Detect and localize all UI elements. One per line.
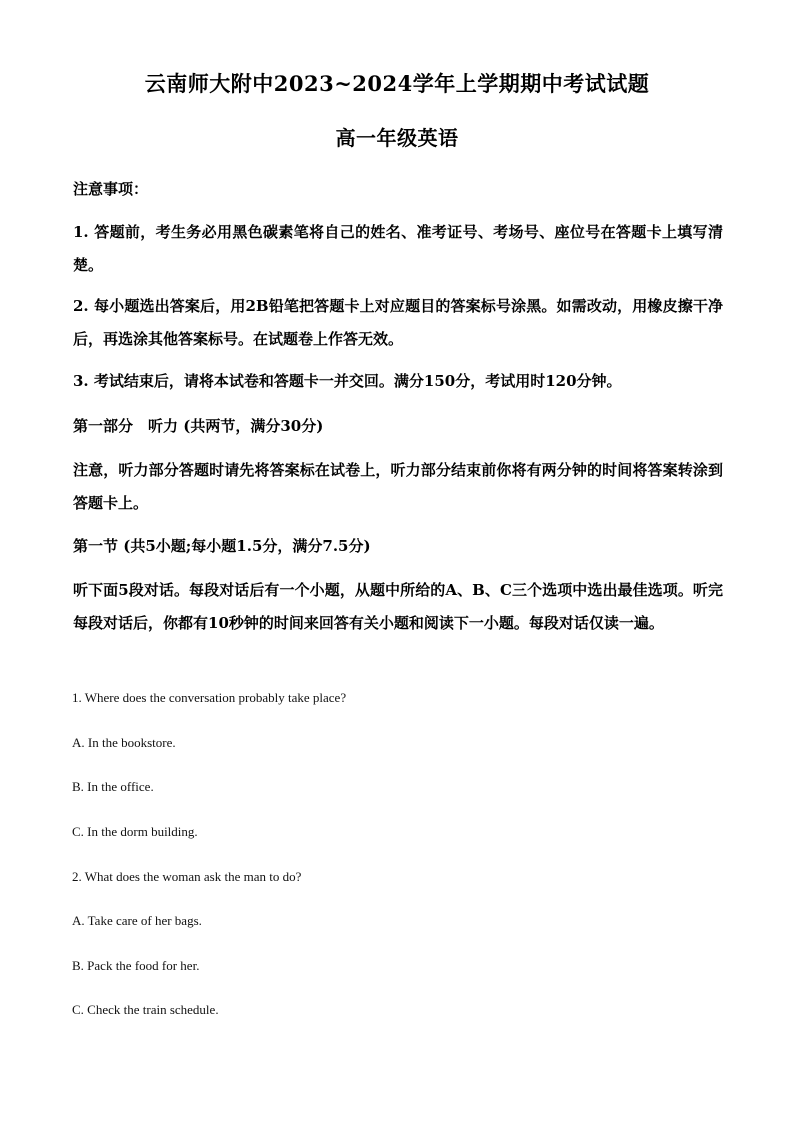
notice-item-2: 2. 每小题选出答案后，用2B铅笔把答题卡上对应题目的答案标号涂黑。如需改动，用橡皮擦干净后，再选涂其他答案标号。在试题卷上作答无效。 — [73, 297, 723, 348]
section1-heading: 第一节 (共5小题;每小题1.5分，满分7.5分) — [73, 537, 371, 555]
part1-note: 注意，听力部分答题时请先将答案标在试卷上，听力部分结束前你将有两分钟的时间将答案转涂到答题卡上。 — [73, 461, 723, 512]
notice-item-1: 1. 答题前，考生务必用黑色碳素笔将自己的姓名、准考证号、考场号、座位号在答题卡上填写清楚。 — [73, 223, 723, 274]
notice-heading: 注意事项： — [73, 180, 149, 198]
question-1-option-b: B. In the office. — [72, 779, 154, 794]
question-2-option-c: C. Check the train schedule. — [72, 1002, 219, 1017]
question-1-stem: 1. Where does the conversation probably take place? — [72, 690, 347, 705]
question-2-option-b: B. Pack the food for her. — [72, 958, 200, 973]
question-1-option-a: A. In the bookstore. — [72, 735, 176, 750]
section1-instructions: 听下面5段对话。每段对话后有一个小题，从题中所给的A、B、C三个选项中选出最佳选项。听完每段对话后，你都有10秒钟的时间来回答有关小题和阅读下一小题。每段对话仅读一遍。 — [73, 581, 723, 632]
question-1-option-c: C. In the dorm building. — [72, 824, 198, 839]
exam-title: 云南师大附中2023~2024学年上学期期中考试试题 — [144, 71, 650, 96]
question-2-option-a: A. Take care of her bags. — [72, 913, 202, 928]
exam-subtitle: 高一年级英语 — [335, 126, 459, 150]
part1-heading: 第一部分 听力 (共两节，满分30分) — [73, 417, 324, 435]
question-2-stem: 2. What does the woman ask the man to do? — [72, 869, 302, 884]
notice-item-3: 3. 考试结束后，请将本试卷和答题卡一并交回。满分150分，考试用时120分钟。 — [73, 372, 622, 390]
